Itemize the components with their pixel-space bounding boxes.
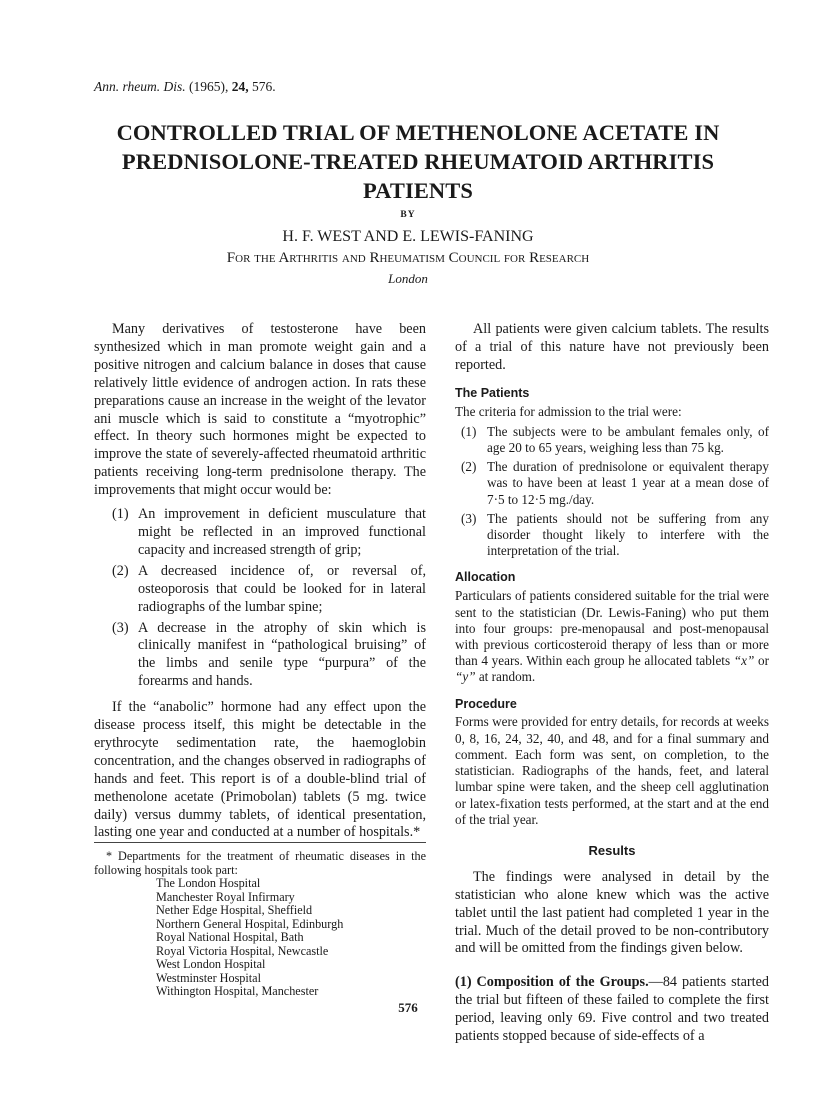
citation-page: 576. xyxy=(252,79,276,94)
hospital-list xyxy=(94,877,426,999)
list-item-text: The subjects were to be ambulant females only, of age 20 to 65 years, weighing less than 75 kg. xyxy=(487,423,769,456)
citation-volume: 24, xyxy=(231,79,249,94)
list-item-number: (1) xyxy=(112,506,129,523)
footnote xyxy=(94,850,426,999)
tablet-y: “y” xyxy=(455,669,476,685)
hospital-item: Withington Hospital, Manchester xyxy=(156,984,319,998)
footnote-rule xyxy=(94,842,426,843)
list-item xyxy=(94,620,426,692)
citation-year: (1965), xyxy=(189,79,229,94)
right-column xyxy=(455,321,769,1046)
title-line: CONTROLLED TRIAL OF METHENOLONE ACETATE IN xyxy=(116,120,720,145)
footnote-intro: * Departments for the treatment of rheumatic diseases in the following hospitals took part: xyxy=(94,849,426,877)
tablet-x: “x” xyxy=(733,653,755,669)
hospital-item: Nether Edge Hospital, Sheffield xyxy=(156,903,313,917)
list-item xyxy=(94,563,426,617)
section-heading-allocation: Allocation xyxy=(455,570,516,585)
criteria-intro: The criteria for admission to the trial were: xyxy=(455,403,682,419)
title-line: PATIENTS xyxy=(363,178,473,203)
byline-by: BY xyxy=(400,210,416,220)
list-item-text: An improvement in deficient musculature that might be reflected in an improved functional capacity and increased strength of grip; xyxy=(138,506,426,558)
section-heading-results: Results xyxy=(588,842,636,858)
list-item-text: The patients should not be suffering from any disorder thought likely to interfere with the interpretation of the trial. xyxy=(487,510,769,559)
allocation-paragraph xyxy=(455,588,769,685)
list-item-number: (2) xyxy=(112,562,129,579)
left-column xyxy=(94,321,426,842)
list-item-number: (3) xyxy=(112,619,129,636)
affiliation-city: London xyxy=(388,271,428,286)
intro-paragraph: Many derivatives of testosterone have been synthesized which in man promote weight gain and a positive nitrogen and calcium balance in doses that cause relatively little evidence of androgen action. In rats these preparations cause an increase in the weight of the levator ani muscle which is said to constitute a “myotrophic” effect. In theory such hormones might be expected to improve the state of severely-affected rheumatoid arthritic patients receiving long-term prednisolone therapy. The improvements that might occur would be: xyxy=(94,321,426,499)
hospital-item: Royal National Hospital, Bath xyxy=(156,930,304,944)
hospital-item: West London Hospital xyxy=(156,957,266,971)
allocation-or: or xyxy=(754,653,769,669)
page-number: 576 xyxy=(398,1000,418,1015)
hospital-item: The London Hospital xyxy=(156,876,261,890)
calcium-paragraph: All patients were given calcium tablets. The results of a trial of this nature have not previously been reported. xyxy=(455,321,769,373)
improvements-list xyxy=(94,506,426,691)
title-line: PREDNISOLONE-TREATED RHEUMATOID ARTHRITIS xyxy=(121,149,715,174)
authors: H. F. WEST AND E. LEWIS-FANING xyxy=(282,228,534,245)
criteria-list xyxy=(455,424,769,560)
list-item-text: A decrease in the atrophy of skin which is clinically manifest in “pathological bruising” of the limbs and senile type “purpura” of the forearms and hands. xyxy=(138,619,426,690)
section-heading-procedure: Procedure xyxy=(455,696,517,711)
procedure-paragraph: Forms were provided for entry details, for records at weeks 0, 8, 16, 24, 32, 40, and 48, and for a final summary and comment. Each form was sent, on completion, to the statistician. Radiographs of the hands, feet, and lateral lumbar spine were taken, and the sheep cell agglutination or latex-fixation tests performed, at the start and at the end of the trial year. xyxy=(455,714,769,827)
allocation-text-end: at random. xyxy=(475,669,536,685)
article-title xyxy=(80,118,756,205)
hospital-item: Manchester Royal Infirmary xyxy=(156,889,295,904)
composition-heading: (1) Composition of the Groups. xyxy=(455,974,649,991)
list-item-text: The duration of prednisolone or equivalent therapy was to have been at least 1 year at a mean dose of 7·5 to 12·5 mg./day. xyxy=(487,459,769,507)
allocation-text: Particulars of patients considered suitable for the trial were sent to the statistician (Dr. Lewis-Faning) who put them into four groups: pre-menopausal and post-menopausal with previous corticosteroid therapy of less than or more than 4 years. Within each group he allocated tablets xyxy=(455,588,769,669)
list-item xyxy=(455,511,769,560)
list-item xyxy=(94,506,426,560)
results-paragraph: The findings were analysed in detail by the statistician who alone knew which was the active tablet until the last patient had completed 1 year in the trial. Much of the detail proved to be non-contributory and will be omitted from the findings given below. xyxy=(455,868,769,957)
composition-text: —84 patients started the trial but fifteen of these failed to complete the first period, leaving only 69. Five control and two treated patients stopped because of side-effects of a xyxy=(455,974,769,1045)
list-item-text: A decreased incidence of, or reversal of, osteoporosis that could be looked for in lateral radiographs of the lumbar spine; xyxy=(138,562,426,615)
list-item-number: (3) xyxy=(461,510,477,526)
citation-journal: Ann. rheum. Dis. xyxy=(94,79,186,94)
hospital-item: Westminster Hospital xyxy=(156,970,261,985)
hospital-item: Northern General Hospital, Edinburgh xyxy=(156,916,344,931)
affiliation: For the Arthritis and Rheumatism Council for Research xyxy=(226,250,590,266)
list-item xyxy=(455,424,769,456)
citation xyxy=(94,79,276,95)
section-heading-patients: The Patients xyxy=(455,385,530,400)
list-item xyxy=(455,459,769,508)
list-item-number: (1) xyxy=(461,423,477,439)
list-item-number: (2) xyxy=(461,459,477,475)
hospital-item: Royal Victoria Hospital, Newcastle xyxy=(156,943,329,958)
second-paragraph: If the “anabolic” hormone had any effect upon the disease process itself, this might be detectable in the erythrocyte sedimentation rate, the haemoglobin concentration, and the changes observed in radiographs of hands and feet. This report is of a double-blind trial of methenolone acetate (Primobolan) tablets (5 mg. twice daily) versus dummy tablets, of identical presentation, lasting one year and conducted at a number of hospitals.* xyxy=(94,699,426,841)
